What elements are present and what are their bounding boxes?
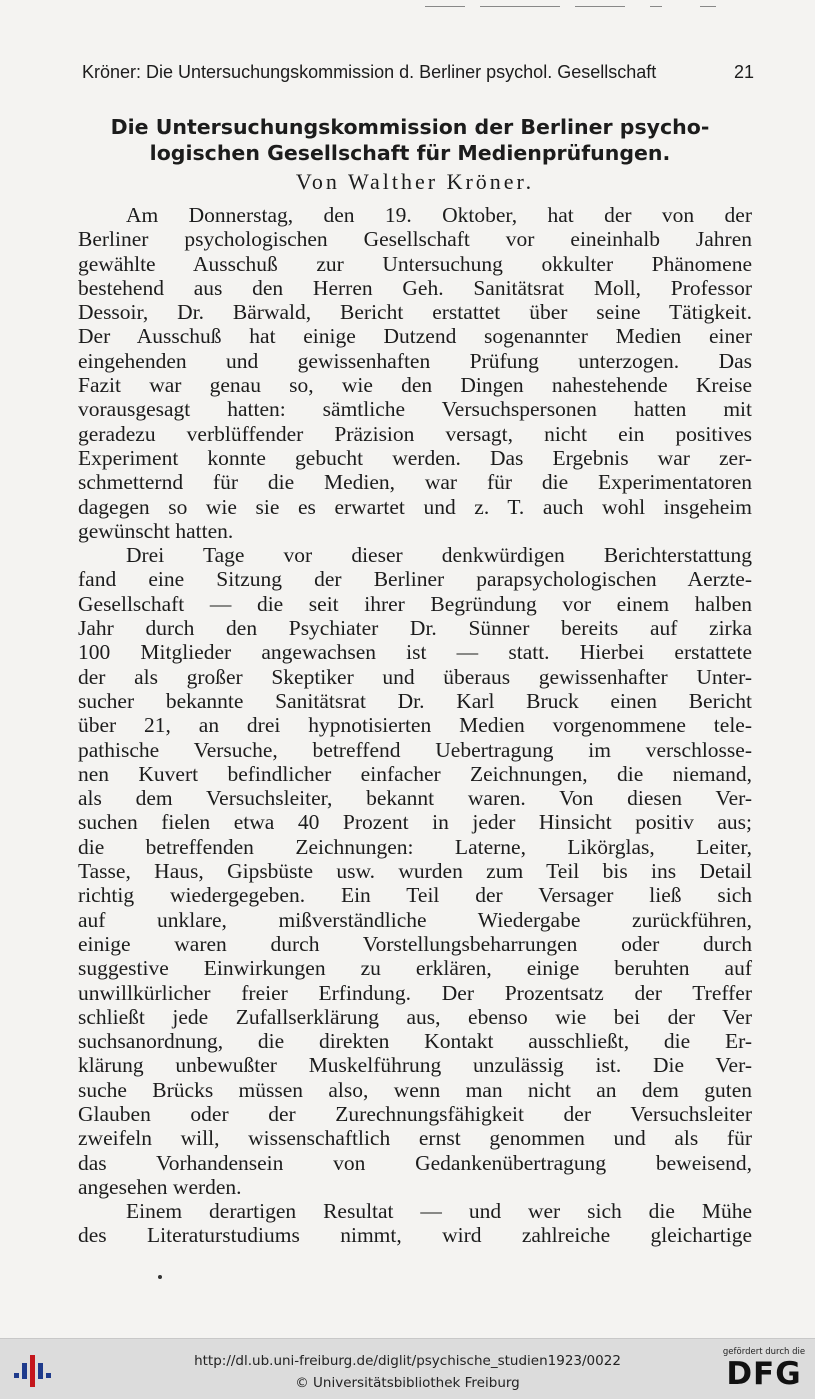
text-line: Tasse, Haus, Gipsbüste usw. wurden zum Teil bis ins Detail — [78, 859, 752, 884]
text-line: unwillkürlicher freier Erfindung. Der Prozentsatz der Treffer — [78, 980, 752, 1005]
text-line: der als großer Skeptiker und überaus gewissenhafter Unter- — [78, 664, 752, 689]
text-line: klärung unbewußter Muskelführung unzulässig ist. Die Ver- — [78, 1053, 752, 1078]
text-line: suchen fielen etwa 40 Prozent in jeder Hinsicht positiv aus; — [78, 810, 752, 835]
text-line: suggestive Einwirkungen zu erklären, einige beruhten auf — [78, 956, 752, 981]
text-line: fand eine Sitzung der Berliner parapsychologischen Aerzte- — [78, 567, 752, 592]
copyright-notice: © Universitätsbibliothek Freiburg — [295, 1375, 520, 1391]
title-line-2: logischen Gesellschaft für Medienprüfungen. — [149, 141, 671, 165]
text-line: einige waren durch Vorstellungsbeharrungen oder durch — [78, 931, 752, 956]
text-line: pathische Versuche, betreffend Uebertragung im verschlosse- — [78, 737, 752, 762]
permalink-url[interactable]: http://dl.ub.uni-freiburg.de/diglit/psychische_studien1923/0022 — [194, 1353, 621, 1369]
text-line: schließt jede Zufallserklärung aus, ebenso wie bei der Ver — [78, 1004, 752, 1029]
text-line: Berliner psychologischen Gesellschaft vor eineinhalb Jahren — [78, 227, 752, 252]
text-line: Jahr durch den Psychiater Dr. Sünner bereits auf zirka — [78, 616, 752, 641]
text-line: angesehen werden. — [78, 1174, 242, 1199]
text-line: auf unklare, mißverständliche Wiedergabe zurückführen, — [78, 907, 752, 932]
text-line: richtig wiedergegeben. Ein Teil der Versager ließ sich — [78, 883, 752, 908]
text-line: suche Brücks müssen also, wenn man nicht an dem guten — [78, 1077, 752, 1102]
dfg-logo-icon: DFG — [726, 1356, 802, 1392]
text-line: die betreffenden Zeichnungen: Laterne, Likörglas, Leiter, — [78, 834, 752, 859]
article-title — [90, 114, 730, 166]
text-line: Einem derartigen Resultat — und wer sich die Mühe — [126, 1199, 752, 1224]
title-line-1: Die Untersuchungskommission der Berliner psycho- — [110, 115, 710, 139]
text-line: Am Donnerstag, den 19. Oktober, hat der von der — [126, 203, 752, 227]
dfg-logo — [718, 1347, 810, 1391]
text-line: Gesellschaft — die seit ihrer Begründung vor einem halben — [78, 591, 752, 616]
text-line: Dessoir, Dr. Bärwald, Bericht erstattet über seine Tätigkeit. — [78, 300, 752, 325]
dfg-caption: gefördert durch die — [722, 1347, 806, 1357]
print-speck — [158, 1275, 162, 1279]
author-byline: Von Walther Kröner. — [295, 169, 535, 194]
text-line: 100 Mitglieder angewachsen ist — statt. Hierbei erstattete — [78, 640, 752, 665]
text-line: bestehend aus den Herren Geh. Sanitätsrat Moll, Professor — [78, 275, 752, 300]
article-body — [78, 203, 752, 1248]
library-footer — [0, 1338, 815, 1399]
text-line: eingehenden und gewissenhaften Prüfung unterzogen. Das — [78, 348, 752, 373]
text-line: zweifeln will, wissenschaftlich ernst genommen und als für — [78, 1126, 752, 1151]
running-head — [82, 60, 754, 84]
text-line: das Vorhandensein von Gedankenübertragung beweisend, — [78, 1150, 752, 1175]
text-line: suchsanordnung, die direkten Kontakt ausschließt, die Er- — [78, 1029, 752, 1054]
text-line: Fazit war genau so, wie den Dingen nahestehende Kreise — [78, 373, 752, 398]
text-line: über 21, an drei hypnotisierten Medien vorgenommene tele- — [78, 713, 752, 738]
text-line: schmetternd für die Medien, war für die Experimentatoren — [78, 470, 752, 495]
text-line: gewünscht hatten. — [78, 518, 234, 543]
running-head-text: Kröner: Die Untersuchungskommission d. Berliner psychol. Gesellschaft — [82, 62, 657, 82]
text-line: Der Ausschuß hat einige Dutzend sogenannter Medien einer — [78, 324, 752, 349]
text-line: Glauben oder der Zurechnungsfähigkeit der Versuchsleiter — [78, 1101, 752, 1126]
text-line: nen Kuvert befindlicher einfacher Zeichnungen, die niemand, — [78, 761, 752, 786]
text-line: dagegen so wie sie es erwartet und z. T. auch wohl insgeheim — [78, 494, 752, 519]
text-line: des Literaturstudiums nimmt, wird zahlreiche gleichartige — [78, 1223, 752, 1248]
text-line: gewählte Ausschuß zur Untersuchung okkulter Phänomene — [78, 251, 752, 276]
scan-edge-marks — [420, 6, 720, 8]
page-number: 21 — [733, 62, 754, 82]
text-line: als dem Versuchsleiter, bekannt waren. Von diesen Ver- — [78, 786, 752, 811]
text-line: sucher bekannte Sanitätsrat Dr. Karl Bruck einen Bericht — [78, 688, 752, 713]
text-line: vorausgesagt hatten: sämtliche Versuchspersonen hatten mit — [78, 397, 752, 422]
text-line: Experiment konnte gebucht werden. Das Ergebnis war zer- — [78, 445, 752, 470]
text-line: geradezu verblüffender Präzision versagt, nicht ein positives — [78, 421, 752, 446]
text-line: Drei Tage vor dieser denkwürdigen Berichterstattung — [126, 543, 752, 568]
